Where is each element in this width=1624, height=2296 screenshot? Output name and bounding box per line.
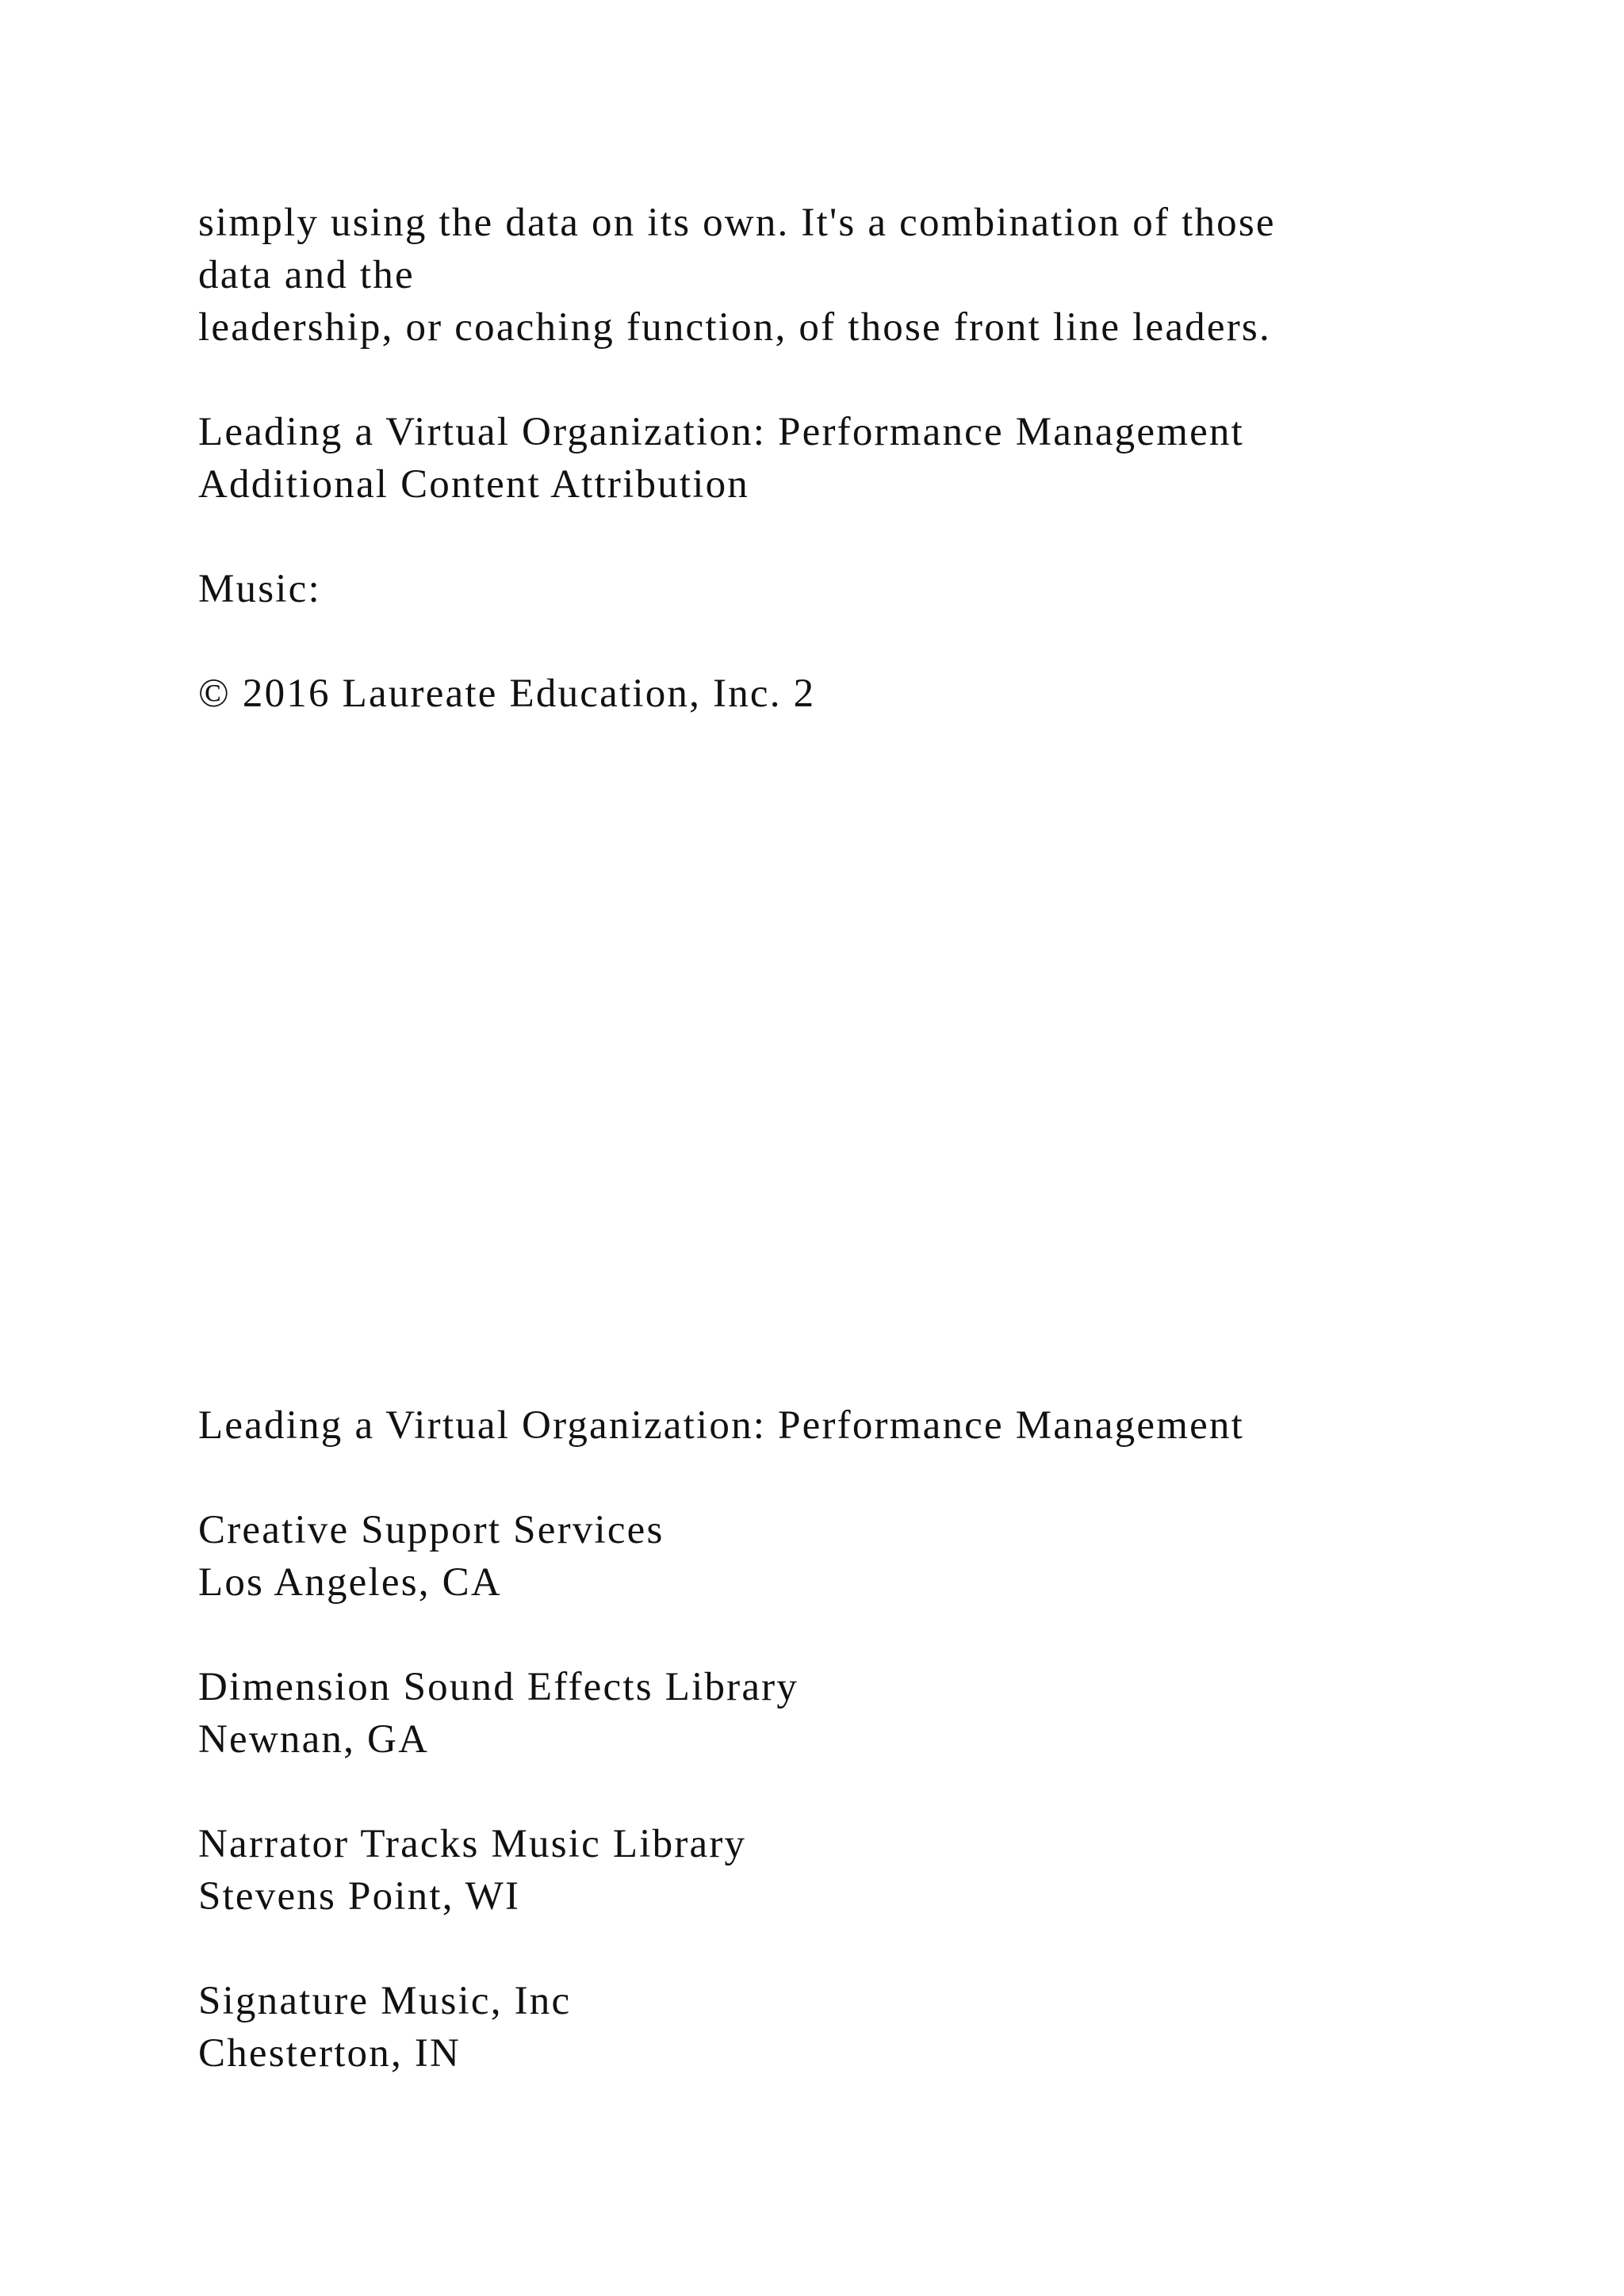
credit-location: Chesterton, IN	[198, 2031, 462, 2076]
credit-location: Newnan, GA	[198, 1717, 430, 1762]
second-title: Leading a Virtual Organization: Performance Management	[198, 1403, 1244, 1448]
music-label: Music:	[198, 567, 321, 611]
attribution-subtitle: Additional Content Attribution	[198, 462, 749, 507]
body-text-line-2: data and the	[198, 253, 415, 297]
credit-location: Los Angeles, CA	[198, 1560, 502, 1605]
body-text-line-3: leadership, or coaching function, of those front line leaders.	[198, 305, 1271, 350]
credit-name: Creative Support Services	[198, 1508, 665, 1552]
credit-name: Dimension Sound Effects Library	[198, 1665, 799, 1709]
copyright-line: © 2016 Laureate Education, Inc. 2	[198, 672, 816, 716]
body-text-line-1: simply using the data on its own. It's a combination of those	[198, 201, 1276, 245]
credit-name: Signature Music, Inc	[198, 1979, 572, 2023]
credit-name: Narrator Tracks Music Library	[198, 1822, 747, 1866]
credit-location: Stevens Point, WI	[198, 1874, 521, 1919]
attribution-title: Leading a Virtual Organization: Performance Management	[198, 410, 1244, 454]
